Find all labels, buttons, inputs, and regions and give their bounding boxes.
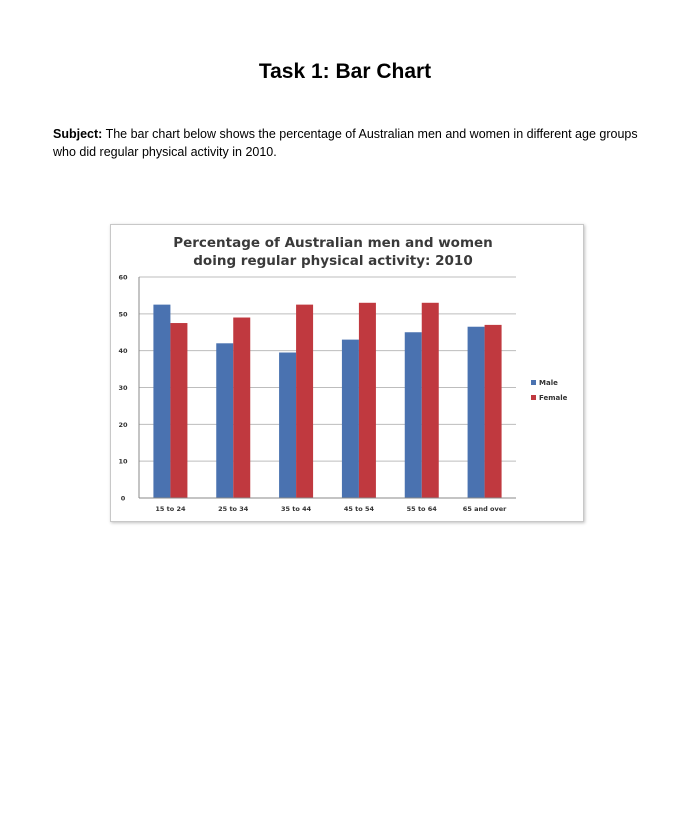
bar-female-1 [170,323,187,498]
x-tick-label: 45 to 54 [343,505,375,513]
gridlines [139,277,516,461]
bar-male-4 [342,340,359,498]
y-tick-label: 20 [118,420,128,429]
legend-label-female: Female [539,394,568,402]
bar-female-3 [296,305,313,498]
x-tick-label: 35 to 44 [280,505,312,513]
subject-paragraph [53,125,643,161]
bar-male-6 [468,327,485,498]
bar-female-5 [422,303,439,498]
subject-label: Subject: [53,127,103,141]
bar-male-1 [153,305,170,498]
legend-swatch-male [531,380,536,385]
x-tick-label: 15 to 24 [155,505,186,513]
x-tick-label: 25 to 34 [218,505,249,513]
page-title: Task 1: Bar Chart [258,60,432,83]
y-tick-label: 0 [120,494,126,503]
x-tick-label: 65 and over [462,505,507,513]
legend-label-male: Male [539,379,558,387]
subject-text: The bar chart below shows the percentage of Australian men and women in different age groups who did regular physical activity in 2010. [53,127,638,159]
bars [153,303,501,498]
bar-male-3 [279,353,296,498]
chart-title-line-1: Percentage of Australian men and women [173,235,493,251]
y-tick-label: 60 [118,273,128,282]
bar-chart-svg [111,225,583,521]
y-tick-label: 30 [118,384,128,392]
chart-title-line-2: doing regular physical activity: 2010 [193,253,473,269]
bar-female-6 [485,325,502,498]
y-tick-label: 50 [118,310,128,319]
y-tick-label: 10 [118,457,128,466]
legend-swatch-female [531,395,536,400]
bar-male-5 [405,332,422,498]
y-tick-label: 40 [118,347,128,356]
bar-male-2 [216,343,233,498]
bar-chart [110,224,584,522]
bar-female-2 [233,318,250,498]
x-tick-label: 55 to 64 [406,505,437,513]
bar-female-4 [359,303,376,498]
legend [531,379,568,402]
